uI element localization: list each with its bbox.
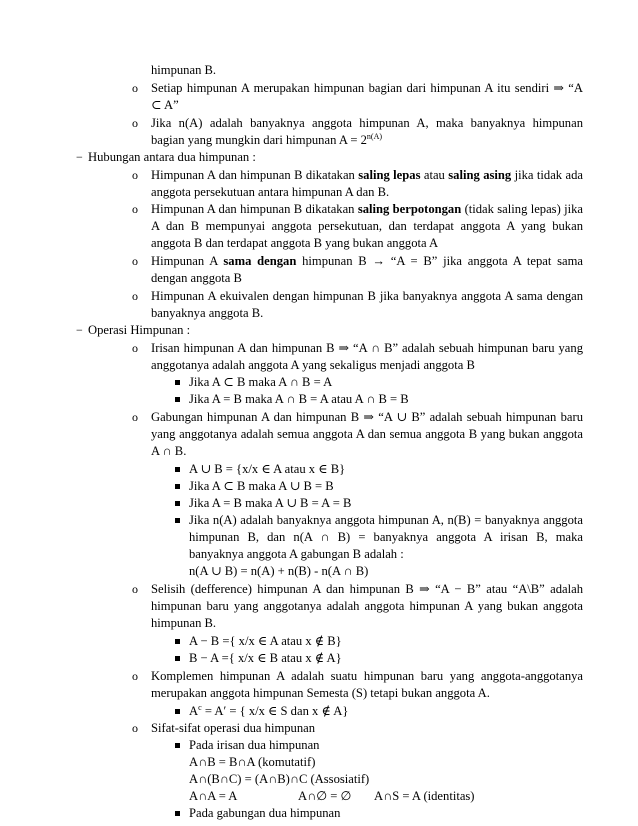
superscript: n(A) [366,132,383,141]
superscript: c [198,703,202,712]
section-heading: Operasi Himpunan : [88,323,191,337]
text-line: A − B ={ x/x ∈ A atau x ∉ B} [189,634,342,648]
square-bullet [175,380,180,385]
text-line: Jika A ⊂ B maka A ∩ B = A [189,375,333,389]
text-line: banyaknya anggota B. [151,306,264,320]
circle-bullet: o [132,341,138,355]
text-line: himpunan B. [151,63,217,77]
square-bullet [175,639,180,644]
text-line: Irisan himpunan A dan himpunan B ⇒ “A ∩ B” adalah sebuah himpunan baru yang [151,341,583,355]
text-line: dengan anggota B [151,271,242,285]
circle-bullet: o [132,254,138,268]
text-line: Jika n(A) adalah banyaknya anggota himpunan A, n(B) = banyaknya anggota [189,513,583,527]
text-line: anggotanya adalah anggota A yang sekaligus menjadi anggota B [151,358,475,372]
square-bullet [175,397,180,402]
text-line: bagian yang mungkin dari himpunan $A = 2^{n(A)}$ [151,132,383,147]
text-line: himpunan baru yang anggotanya adalah anggota himpunan A yang bukan anggota [151,599,583,613]
square-bullet [175,501,180,506]
text-line: Pada irisan dua himpunan [189,738,320,752]
dash-bullet: − [76,323,83,337]
text-line: Setiap himpunan A merupakan himpunan bagian dari himpunan A itu sendiri ⇒ “A [151,81,583,95]
text-line: Jika A ⊂ B maka A ∪ B = B [189,479,334,493]
text-line: anggota B dan terdapat anggota B yang bukan anggota A [151,236,439,250]
square-bullet [175,811,180,816]
square-bullet [175,656,180,661]
text-line: Sifat-sifat operasi dua himpunan [151,721,316,735]
text-line: Himpunan A sama dengan himpunan B → “A = B” jika anggota A tepat sama [151,254,583,268]
text-line: ⊂ A” [151,98,179,112]
circle-bullet: o [132,669,138,683]
text-line: Jika n(A) adalah banyaknya anggota himpunan A, maka banyaknya himpunan [151,116,583,130]
text-line: A∩A = A [189,789,238,803]
text-line: Jika A = B maka A ∪ B = A = B [189,496,352,510]
text-line: A∩(B∩C) = (A∩B)∩C (Assosiatif) [189,772,370,786]
square-bullet [175,743,180,748]
text-line: A ∩ B. [151,444,187,458]
text-line: A∩B = B∩A (komutatif) [189,755,316,769]
text-line: Komplemen himpunan A adalah suatu himpunan baru yang anggota-anggotanya [151,669,583,683]
text-line: Himpunan A dan himpunan B dikatakan saling berpotongan (tidak saling lepas) jika [151,202,583,216]
text-line: Pada gabungan dua himpunan [189,806,341,820]
square-bullet [175,484,180,489]
text-line: anggota persekutuan antara himpunan A dan B. [151,185,390,199]
text-line: himpunan B, dan n(A ∩ B) = banyaknya anggota A irisan B, maka [189,530,583,544]
text-line: Selisih (defference) himpunan A dan himpunan B ⇒ “A − B” atau “A\B” adalah [151,582,583,596]
circle-bullet: o [132,582,138,596]
section-heading: Hubungan antara dua himpunan : [88,150,256,164]
circle-bullet: o [132,721,138,735]
circle-bullet: o [132,202,138,216]
circle-bullet: o [132,168,138,182]
circle-bullet: o [132,81,138,95]
square-bullet [175,467,180,472]
square-bullet [175,518,180,523]
text-line: himpunan B. [151,616,217,630]
text-line: Himpunan A dan himpunan B dikatakan saling lepas atau saling asing jika tidak ada [151,168,583,182]
text-line: A ∪ B = {x/x ∈ A atau x ∈ B} [189,462,346,476]
circle-bullet: o [132,116,138,130]
formula: n(A ∪ B) = n(A) + n(B) - n(A ∩ B) [189,564,369,578]
circle-bullet: o [132,289,138,303]
square-bullet [175,709,180,714]
text-line: Gabungan himpunan A dan himpunan B ⇒ “A ∪ B” adalah sebuah himpunan baru [151,410,583,424]
circle-bullet: o [132,410,138,424]
text-line: $A^c = A'$ = { x/x ∈ S dan x ∉ A} [189,703,349,718]
text-line: B − A ={ x/x ∈ B atau x ∉ A} [189,651,342,665]
text-line: Jika A = B maka A ∩ B = A atau A ∩ B = B [189,392,409,406]
text-line: banyaknya anggota A gabungan B adalah : [189,547,404,561]
text-line: A dan B mempunyai anggota persekutuan, dan terdapat anggota A yang bukan [151,219,583,233]
text-line: yang anggotanya adalah semua anggota A dan semua anggota B yang bukan anggota [151,427,583,441]
text-line: A∩S = A (identitas) [374,789,475,803]
text-line: merupakan anggota himpunan Semesta (S) tetapi bukan anggota A. [151,686,490,700]
text-line: A∩∅ = ∅ [298,789,352,803]
text-line: Himpunan A ekuivalen dengan himpunan B jika banyaknya anggota A sama dengan [151,289,583,303]
dash-bullet: − [76,150,83,164]
